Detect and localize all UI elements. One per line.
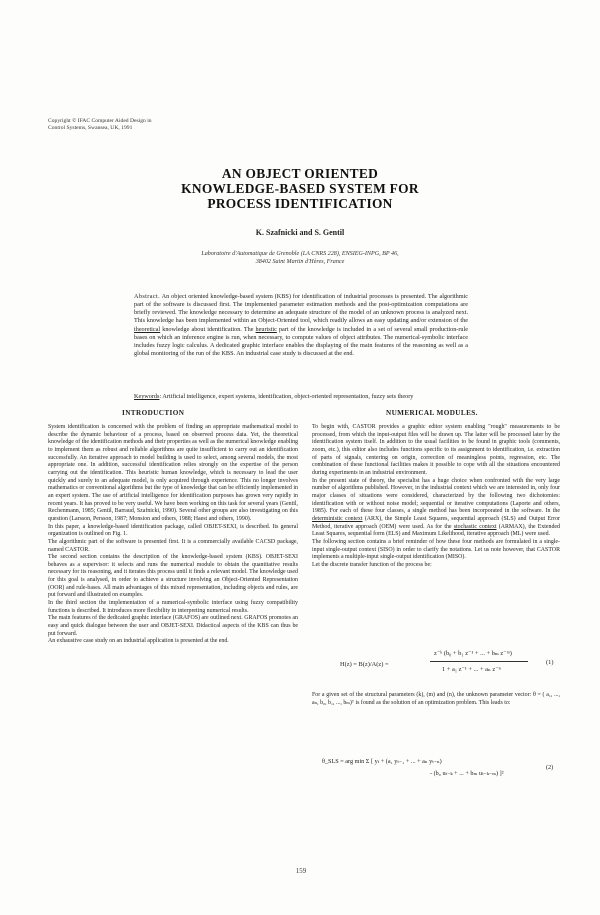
abstract-text: part of the knowledge is included in a set of several small production-rule bases on which an inference engine is run, when necessary, to compute values of object attributes. The numerical-symbolic interface includes fuzzy logic calculus. A dedicated graphic interface enables the displaying of the main features of the reasoning as well as a global monitoring of the run of the KBS. An industrial case study is discussed at the end. bbox=[134, 325, 468, 358]
abstract bbox=[134, 293, 468, 358]
affiliation bbox=[140, 250, 460, 267]
keywords-text: : Artificial intelligence, expert systems, identification, object-oriented representation, fuzzy sets theory bbox=[159, 393, 414, 400]
copyright-line: Control Systems, Swansea, UK, 1991 bbox=[48, 125, 133, 132]
fraction-bar bbox=[430, 661, 528, 662]
abstract-text: An object oriented knowledge-based system (KBS) for identification of industrial processes is presented. The algorithmic part of the software is discussed first. The implemented parameter estimation methods and the post-optimization computations are briefly reviewed. The knowledge necessary to determine an adequate structure of the model of an unknown process is analyzed next. This knowledge has been implemented within an Object-Oriented tool, which readily allows an easy updating and/or extension of the bbox=[134, 293, 468, 325]
abstract-underlined-term: heuristic bbox=[255, 325, 277, 333]
copyright-notice bbox=[48, 118, 248, 133]
underlined-term: deterministic context bbox=[312, 515, 363, 522]
section-heading-numerical-modules: NUMERICAL MODULES. bbox=[386, 409, 478, 417]
equation-number: (1) bbox=[546, 659, 554, 666]
underlined-term: stochastic context bbox=[453, 523, 497, 530]
paragraph: In this paper, a knowledge-based identification package, called OBJET-SEXI, is described. Its general organization is outlined on Fig. 1. bbox=[48, 523, 298, 538]
equation-line: - (b₀ uₜ₋ₖ + ... + bₘ uₜ₋ₖ₋ₘ) ]² bbox=[430, 770, 504, 777]
authors: K. Szafnicki and S. Gentil bbox=[255, 228, 345, 237]
equation-line: θ_SLS = arg min Σ [ yₜ + (a₁ yₜ₋₁ + ... + aₙ yₜ₋ₙ) bbox=[322, 758, 442, 765]
abstract-text: knowledge about identification. The bbox=[160, 325, 256, 333]
equation-numerator: z⁻ᵏ (b₀ + b₁ z⁻¹ + ... + bₘ z⁻ᵐ) bbox=[434, 650, 512, 657]
right-column bbox=[312, 424, 560, 569]
title-line: PROCESS IDENTIFICATION bbox=[207, 196, 393, 211]
section-heading-introduction: INTRODUCTION bbox=[122, 409, 185, 417]
keywords-label: Keywords bbox=[134, 393, 160, 400]
paragraph: System identification is concerned with the problem of finding an appropriate mathematical model to describe the dynamic behaviour of a process, based on observed process data. Yet, the theoretical knowledge of the identification methods and their properties as well as the numerical knowledge enabling to implement them as robust and reliable algorithms are quite insufficient to carry out an identification successfully. An iterative approach to model building is used to select, among several models, the most appropriate one. In addition, successful identification relies strongly on the expertise of the person carrying out the identification. This heuristic human knowledge, which is necessary to lead the user quickly and surely to an adequate model, is only acquired through experience. This no longer involves mathematics or conventional algorithms but the type of knowledge that can be efficiently implemented in an expert system. The use of artificial intelligence for identification purposes has grown very rapidly in recent years. It has proved to be very useful. We have been working on this task for several years (Gentil, Rechenmann, 1985; Gentil, Barraud, Szafnicki, 1990). Several other groups are also investigating on this question (Larsson, Persson, 1987; Monsion and others, 1988; Haest and others, 1990). bbox=[48, 424, 298, 522]
equation-transfer-function bbox=[312, 648, 560, 688]
page-number: 159 bbox=[295, 868, 307, 875]
paragraph: To begin with, CASTOR provides a graphic editor system enabling "rough" measurements to be processed, from which the input-output files will be drawn up. The latter will be processed later by the identification system itself. In addition to the usual facilities to be found in graphic tools (comments, zoom, etc.), this editor also includes functions specific to its assignment to identification, i.e. extraction of parts of signals, centering on origin, correction of meaningless points, regression, etc. The combination of these functional facilities makes it possible to cope with all the situations encountered during experiments in an industrial environment. bbox=[312, 424, 560, 476]
abstract-underlined-term: theoretical bbox=[134, 325, 161, 333]
paragraph: The following section contains a brief reminder of how these four methods are formulated in a single-input single-output context (SISO) in order to clarify the notations. Let us note however, that CASTOR implements a multiple-input single-output identification (MISO). bbox=[312, 538, 560, 561]
left-column bbox=[48, 424, 298, 646]
paragraph: The algorithmic part of the software is presented first. It is a commercially available CACSD package, named CASTOR. bbox=[48, 538, 298, 553]
paragraph-text: (ARMAX), the Extended Least Squares, sequential form (ELS) and Maximum Likelihood, iterative approach (ML) were used. bbox=[312, 523, 560, 538]
affiliation-line: 38402 Saint Martin d'Hères, France bbox=[255, 259, 345, 266]
equation-number: (2) bbox=[546, 764, 554, 771]
paragraph-text: In the present state of theory, the specialist has a huge choice when confronted with the very large number of algorithms published. However, in the industrial context which we are interested in, only four major classes of situations were considered, characterized by the following two dichotomies: identification with or without noise model; sequential or iterative computations (Laporte and others, 1985). For each of these four classes, a single method has been incorporated in the software. In the bbox=[312, 477, 560, 515]
paragraph bbox=[312, 478, 560, 539]
paragraph: The main features of the dedicated graphic interface (GRAFOS) are outlined next. GRAFOS promotes an easy and quick dialogue between the user and OBJET-SEXI. Didactical aspects of the KBS can thus be put forward. bbox=[48, 615, 298, 637]
affiliation-line: Laboratoire d'Automatique de Grenoble (LA CNRS 228), ENSIEG-INPG, BP 46, bbox=[201, 251, 399, 257]
right-column-continued bbox=[312, 692, 560, 707]
equation-sls bbox=[312, 758, 560, 788]
title-line: AN OBJECT ORIENTED bbox=[221, 166, 379, 181]
paragraph: An exhaustive case study on an industrial application is presented at the end. bbox=[48, 638, 229, 645]
abstract-label: Abstract. bbox=[134, 293, 161, 300]
title-line: KNOWLEDGE-BASED SYSTEM FOR bbox=[181, 181, 419, 196]
paper-title bbox=[120, 166, 480, 211]
paragraph: The second section contains the description of the knowledge-based system (KBS). OBJET-SEXI behaves as a supervisor: it selects and runs the numerical module to obtain the quantitative results necessary for its reasoning, and it iterates this process until it finds a relevant model. The knowledge used for this goal is analysed, in order to achieve a structure involving an Object-Oriented Representation (OOR) and rule-bases. All main advantages of this mixed representation, including objects and rules, are put forward and illustrated on examples. bbox=[48, 554, 298, 599]
paragraph-text: (ARX), the Simple Least Squares, sequential approach (SLS) and Output Error Method, iterative approach (OEM) were used. As for the bbox=[312, 515, 560, 530]
paragraph: In the third section the implementation of a numerical-symbolic interface using fuzzy compatibility functions is described. It introduces more flexibility in interpreting numerical results. bbox=[48, 600, 298, 614]
paragraph: Let the discrete transfer function of the process be: bbox=[312, 561, 432, 568]
copyright-line: Copyright © IFAC Computer Aided Design in bbox=[48, 118, 152, 124]
equation-denominator: 1 + a₁ z⁻¹ + ... + aₙ z⁻ⁿ bbox=[442, 666, 501, 673]
keywords bbox=[134, 393, 468, 401]
equation-lhs: H(z) = B(z)/A(z) = bbox=[340, 661, 389, 668]
paragraph: For a given set of the structural parameters (k), (m) and (n), the unknown parameter vector: θ = ( a₁, ..., aₙ, b₀, b₁, ..., bₘ)ᵀ is found as the solution of an optimization problem. This leads to: bbox=[312, 692, 560, 706]
